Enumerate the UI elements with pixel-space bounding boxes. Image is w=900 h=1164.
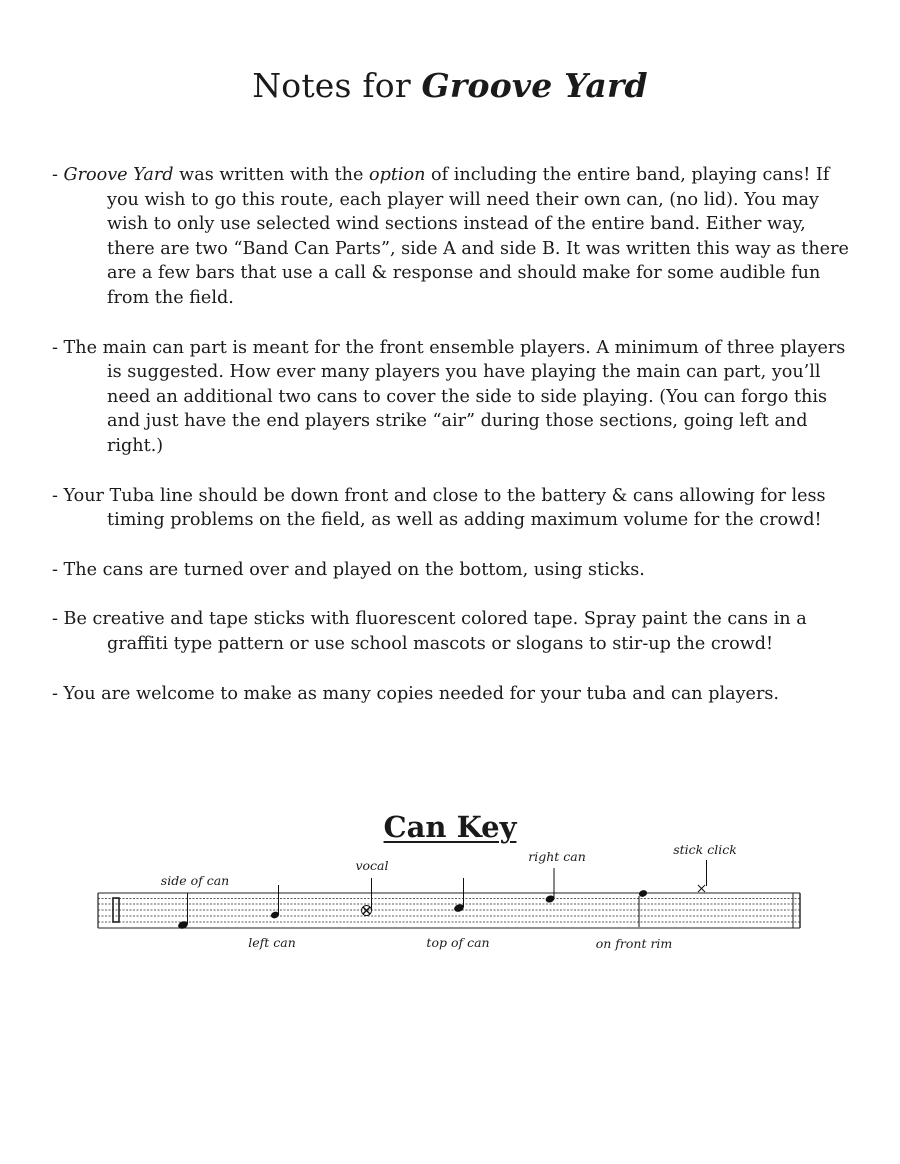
title-prefix: Notes for bbox=[252, 66, 411, 105]
title-piece-name: Groove Yard bbox=[421, 66, 648, 105]
note-left-can bbox=[270, 885, 280, 919]
label-right-can: right can bbox=[528, 849, 586, 864]
label-top-of-can: top of can bbox=[426, 935, 490, 950]
piece-name-italic: Groove Yard bbox=[63, 165, 174, 185]
label-vocal: vocal bbox=[355, 858, 389, 873]
note-item: - Your Tuba line should be down front and close to the battery & cans allowing for less timing problems on the field, as well as adding maximum volume for the crowd! bbox=[52, 485, 826, 531]
label-stick-click: stick click bbox=[673, 842, 737, 857]
note-item: - Be creative and tape sticks with fluorescent colored tape. Spray paint the cans in a graffiti type pattern or use school mascots or slogans to stir-up the crowd! bbox=[52, 609, 807, 654]
label-side-of-can: side of can bbox=[160, 873, 230, 888]
note-stick-click bbox=[698, 860, 707, 892]
option-italic: option bbox=[368, 165, 426, 185]
note-item: - The main can part is meant for the front ensemble players. A minimum of three players is suggested. How ever many players you have playing the main can part, you’ll need an additional two cans to cover the side to side playing. (You can forgo this and just have the end players strike “air” during those sections, going left and right.) bbox=[52, 337, 846, 456]
page-title bbox=[0, 66, 900, 105]
label-left-can: left can bbox=[248, 935, 296, 950]
note-item: - You are welcome to make as many copies needed for your tuba and can players. bbox=[52, 683, 779, 704]
note-on-front-rim bbox=[638, 889, 648, 927]
note-right-can bbox=[545, 868, 556, 904]
can-key-title: Can Key bbox=[383, 810, 517, 844]
note-vocal bbox=[362, 878, 372, 916]
note-item: - The cans are turned over and played on the bottom, using sticks. bbox=[52, 559, 645, 580]
can-key-staff bbox=[0, 840, 900, 965]
label-on-front-rim: on front rim bbox=[595, 936, 673, 951]
note-item: - Groove Yard was written with the option of including the entire band, playing cans! If you wish to go this route, each player will need their own can, (no lid). You may wish to only use selected wind sections instead of the entire band. Either way, there are two “Band Can Parts”, side A and side B. It was written this way as there are a few bars that use a call & response and should make for some audible fun from the field. bbox=[52, 165, 849, 308]
notes-list bbox=[52, 163, 852, 731]
note-top-of-can bbox=[453, 878, 465, 913]
staff-lines bbox=[98, 893, 800, 928]
